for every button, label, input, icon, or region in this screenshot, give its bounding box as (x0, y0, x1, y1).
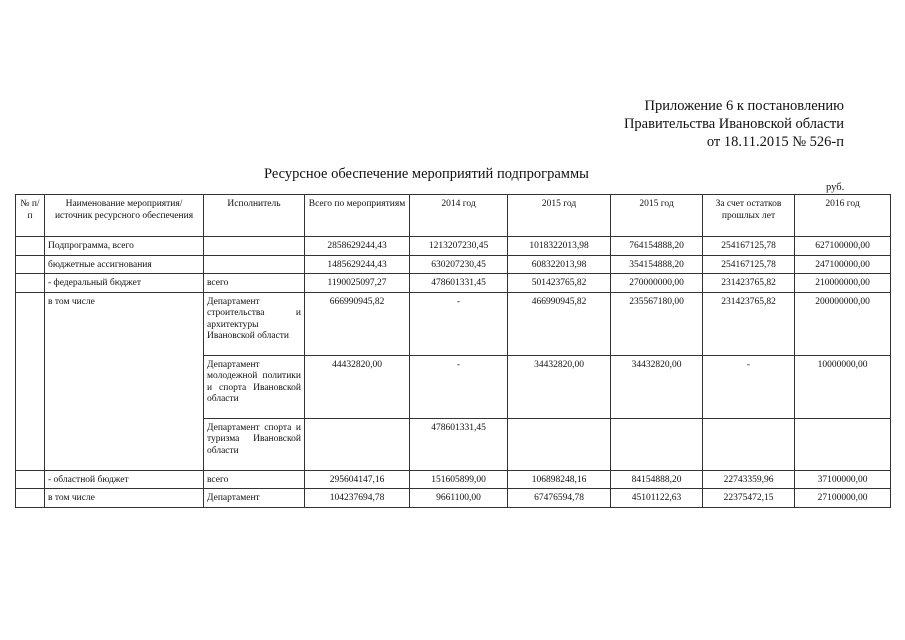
cell-2016: 627100000,00 (795, 237, 891, 256)
table-row (16, 470, 891, 489)
cell-executor (204, 237, 305, 256)
cell-2015a: 608322013,98 (508, 255, 611, 274)
cell-name: в том числе (45, 489, 204, 508)
cell-total: 104237694,78 (305, 489, 410, 508)
col-header-2015a: 2015 год (508, 195, 611, 237)
cell-total: 666990945,82 (305, 292, 410, 355)
cell-name: - областной бюджет (45, 470, 204, 489)
col-header-2014: 2014 год (410, 195, 508, 237)
cell-2015a: 1018322013,98 (508, 237, 611, 256)
cell-2015b: 270000000,00 (611, 274, 703, 293)
cell-rest: 254167125,78 (703, 237, 795, 256)
cell-executor: Департамент (204, 489, 305, 508)
cell-name: в том числе (45, 292, 204, 470)
table-header-row (16, 195, 891, 237)
cell-2015b: 45101122,63 (611, 489, 703, 508)
cell-2015a: 466990945,82 (508, 292, 611, 355)
table-row (16, 237, 891, 256)
cell-executor: всего (204, 470, 305, 489)
cell-2015b: 354154888,20 (611, 255, 703, 274)
cell-2016: 10000000,00 (795, 355, 891, 418)
cell-2014: - (410, 355, 508, 418)
cell-num (16, 292, 45, 470)
cell-2015a: 106898248,16 (508, 470, 611, 489)
appendix-header (424, 97, 844, 151)
currency-unit: руб. (826, 182, 845, 193)
cell-executor: Департамент спорта и туризма Ивановской области (204, 418, 305, 470)
cell-2016: 27100000,00 (795, 489, 891, 508)
col-header-rest: За счет остатков прошлых лет (703, 195, 795, 237)
appendix-line-1: Приложение 6 к постановлению (644, 98, 844, 114)
cell-2015b: 84154888,20 (611, 470, 703, 489)
col-header-2015b: 2015 год (611, 195, 703, 237)
cell-rest (703, 418, 795, 470)
appendix-line-2: Правительства Ивановской области (623, 116, 844, 132)
cell-name: Подпрограмма, всего (45, 237, 204, 256)
cell-rest: 231423765,82 (703, 274, 795, 293)
table-row (16, 292, 891, 355)
cell-num (16, 237, 45, 256)
cell-2015a: 34432820,00 (508, 355, 611, 418)
cell-2014: 9661100,00 (410, 489, 508, 508)
col-header-num: № п/п (16, 195, 45, 237)
cell-executor: всего (204, 274, 305, 293)
document-title: Ресурсное обеспечение мероприятий подпрограммы (264, 166, 589, 182)
cell-2014: 478601331,45 (410, 274, 508, 293)
cell-2014: 478601331,45 (410, 418, 508, 470)
cell-total: 44432820,00 (305, 355, 410, 418)
cell-2015a (508, 418, 611, 470)
cell-2016: 247100000,00 (795, 255, 891, 274)
cell-executor (204, 255, 305, 274)
cell-rest: - (703, 355, 795, 418)
cell-num (16, 255, 45, 274)
cell-executor: Департамент строительства и архитектуры Ивановской области (204, 292, 305, 355)
col-header-2016: 2016 год (795, 195, 891, 237)
cell-2016: 200000000,00 (795, 292, 891, 355)
cell-executor: Департамент молодежной политики и спорта Ивановской области (204, 355, 305, 418)
cell-total: 2858629244,43 (305, 237, 410, 256)
col-header-executor: Исполнитель (204, 195, 305, 237)
appendix-line-3: от 18.11.2015 № 526-п (706, 134, 844, 150)
col-header-total: Всего по мероприятиям (305, 195, 410, 237)
resource-table (15, 194, 891, 508)
cell-name: - федеральный бюджет (45, 274, 204, 293)
cell-2014: 1213207230,45 (410, 237, 508, 256)
cell-2016: 37100000,00 (795, 470, 891, 489)
cell-2015b (611, 418, 703, 470)
cell-2014: - (410, 292, 508, 355)
cell-rest: 231423765,82 (703, 292, 795, 355)
cell-num (16, 470, 45, 489)
cell-2015a: 501423765,82 (508, 274, 611, 293)
cell-name: бюджетные ассигнования (45, 255, 204, 274)
cell-rest: 22375472,15 (703, 489, 795, 508)
table-row (16, 274, 891, 293)
cell-total (305, 418, 410, 470)
cell-total: 1485629244,43 (305, 255, 410, 274)
cell-rest: 22743359,96 (703, 470, 795, 489)
cell-2014: 630207230,45 (410, 255, 508, 274)
cell-2014: 151605899,00 (410, 470, 508, 489)
cell-2015a: 67476594,78 (508, 489, 611, 508)
cell-2015b: 764154888,20 (611, 237, 703, 256)
cell-2015b: 235567180,00 (611, 292, 703, 355)
table-row (16, 255, 891, 274)
col-header-name: Наименование мероприятия/источник ресурсного обеспечения (45, 195, 204, 237)
table-row (16, 489, 891, 508)
cell-2015b: 34432820,00 (611, 355, 703, 418)
cell-total: 1190025097,27 (305, 274, 410, 293)
cell-rest: 254167125,78 (703, 255, 795, 274)
cell-2016: 210000000,00 (795, 274, 891, 293)
cell-total: 295604147,16 (305, 470, 410, 489)
cell-num (16, 274, 45, 293)
cell-2016 (795, 418, 891, 470)
cell-num (16, 489, 45, 508)
